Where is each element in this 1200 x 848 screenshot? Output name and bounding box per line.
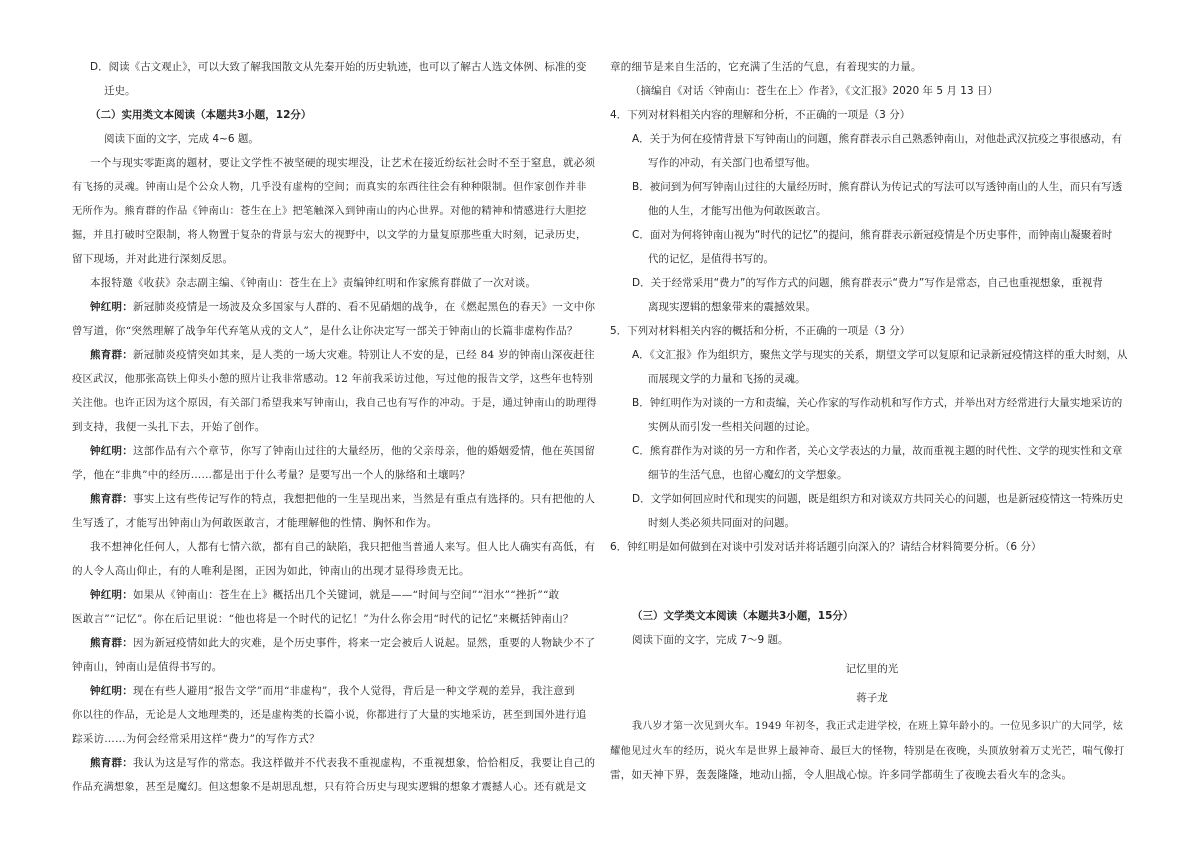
intro-line-1: 一个与现实零距离的题材，要让文学性不被坚硬的现实埋没，让艺术在接近纷纭社会时不至于窒息，就必须 [90, 157, 596, 169]
question-4-stem: 4．下列对材料相关内容的理解和分析，不正确的一项是（3 分） [610, 109, 911, 121]
dialogue-2-line-3: 关注他。也许正因为这个原因，有关部门希望我来写钟南山，我自己也有写作的冲动。于是，通过钟南山的助理得 [72, 397, 598, 409]
option-d-line-2: 迁史。 [104, 85, 136, 97]
option-d-line-1: D．阅读《古文观止》，可以大致了解我国散文从先秦开始的历史轨迹，也可以了解古人选文体例、标准的变 [90, 61, 587, 73]
question-5-option-b-line-1: B．钟红明作为对谈的一方和责编，关心作家的写作动机和写作方式，并举出对方经常进行大量实地采访的 [632, 397, 1123, 409]
dialogue-5-line-1: 钟红明：如果从《钟南山：苍生在上》概括出几个关键词，就是——“时间与空间”“泪水”“挫折”“敢 [90, 589, 560, 601]
question-4-option-a-line-1: A．关于为何在疫情背景下写钟南山的问题，熊育群表示自己熟悉钟南山，对他赴武汉抗疫之事很感动，有 [632, 133, 1123, 145]
speaker-zhong: 钟红明： [90, 589, 133, 601]
dialogue-8-continuation: 章的细节是来自生活的，它充满了生活的气息，有着现实的力量。 [610, 61, 922, 73]
source-citation: （摘编自《对话〈钟南山：苍生在上〉作者》，《文汇报》2020 年 5 月 13 日） [630, 85, 998, 97]
dialogue-6-line-1: 熊育群：因为新冠疫情如此大的灾难，是个历史事件，将来一定会被后人说起。显然，重要的人物缺少不了 [90, 637, 596, 649]
section-2-instruction: 阅读下面的文字，完成 4~6 题。 [104, 133, 259, 145]
dialogue-7-line-2: 你以往的作品，无论是人文地理类的，还是虚构类的长篇小说，你都进行了大量的实地采访，甚至到国外进行追 [72, 709, 587, 721]
intro-line-4: 掘，并且打破时空限制，将人物置于复杂的背景与宏大的视野中，以文学的力量复原那些重大时刻，记录历史， [72, 229, 587, 241]
speaker-zhong: 钟红明： [90, 301, 133, 313]
intro-line-3: 无所作为。熊育群的作品《钟南山：苍生在上》把笔触深入到钟南山的内心世界。对他的精神和情感进行大胆挖 [72, 205, 587, 217]
dialogue-4-line-2: 生写透了，才能写出钟南山为何敢医敢言，才能理解他的性情、胸怀和作为。 [72, 517, 438, 529]
question-4-option-c-line-2: 代的记忆，是值得书写的。 [648, 253, 774, 265]
dialogue-1-line-2: 曾写道，你“突然理解了战争年代弃笔从戎的文人”，是什么让你决定写一部关于钟南山的长篇非虚构作品？ [72, 325, 578, 337]
story-author: 蒋子龙 [856, 692, 888, 704]
question-4-option-d-line-2: 离现实逻辑的想象带来的震撼效果。 [648, 301, 816, 313]
question-4-option-b-line-1: B．被问到为何写钟南山过往的大量经历时，熊育群认为传记式的写法可以写透钟南山的人生，而只有写透 [632, 181, 1123, 193]
question-4-option-b-line-2: 他的人生，才能写出他为何敢医敢言。 [648, 205, 827, 217]
question-5-option-c-line-2: 细节的生活气息，也留心魔幻的文学想象。 [648, 469, 848, 481]
intro-line-2: 有飞扬的灵魂。钟南山是个公众人物，几乎没有虚构的空间；而真实的东西往往会有种种限制。但作家创作并非 [72, 181, 587, 193]
speaker-xiong: 熊育群： [90, 349, 133, 361]
question-5-option-a-line-1: A．《文汇报》作为组织方，聚焦文学与现实的关系，期望文学可以复原和记录新冠疫情这样的重大时刻，从 [632, 349, 1128, 361]
dialogue-2-line-4: 到支持，我便一头扎下去，开始了创作。 [72, 421, 266, 433]
dialogue-7-line-1: 钟红明：现在有些人避用“报告文学”而用“非虚构”，我个人觉得，背后是一种文学观的差异，我注意到 [90, 685, 575, 697]
question-5-stem: 5．下列对材料相关内容的概括和分析，不正确的一项是（3 分） [610, 325, 911, 337]
story-line-1: 我八岁才第一次见到火车。1949 年初冬，我正式走进学校，在班上算年龄小的。一位见多识广的大同学，炫 [632, 721, 1124, 732]
speaker-xiong: 熊育群： [90, 757, 133, 769]
dialogue-2-line-2: 疫区武汉，他那张高铁上仰头小憩的照片让我非常感动。12 年前我采访过他，写过他的报告文学，这些年也特别 [72, 373, 594, 385]
dialogue-4-line-3: 我不想神化任何人，人都有七情六欲，都有自己的缺陷，我只把他当普通人来写。但人比人确实有高低，有 [90, 541, 596, 553]
speaker-xiong: 熊育群： [90, 637, 133, 649]
question-5-option-b-line-2: 实例从而引发一些相关问题的过论。 [648, 421, 816, 433]
story-line-3: 雷，如天神下界，轰轰隆隆，地动山摇，令人胆战心惊。许多同学都萌生了夜晚去看火车的念头。 [610, 769, 1073, 781]
dialogue-6-line-2: 钟南山，钟南山是值得书写的。 [72, 661, 223, 673]
speaker-zhong: 钟红明： [90, 445, 133, 457]
dialogue-8-line-2: 作品充满想象，甚至是魔幻。但这想象不是胡思乱想，只有符合历史与现实逻辑的想象才震撼人心。还有就是文 [72, 781, 587, 793]
intro-line-5: 留下现场，并对此进行深刻反思。 [72, 253, 234, 265]
question-5-option-c-line-1: C．熊育群作为对谈的另一方和作者，关心文学表达的力量，故而重视主题的时代性、文学的现实性和文章 [632, 445, 1123, 457]
question-4-option-a-line-2: 写作的冲动，有关部门也希望写他。 [648, 157, 816, 169]
dialogue-5-line-2: 医敢言”“记忆”。你在后记里说：“他也将是一个时代的记忆！”为什么你会用“时代的记忆”来概括钟南山？ [72, 613, 574, 625]
section-3-title: （三）文学类文本阅读（本题共3小题，15分） [632, 610, 854, 622]
dialogue-4-line-1: 熊育群：事实上这有些传记写作的特点，我想把他的一生呈现出来，当然是有重点有选择的。只有把他的人 [90, 493, 596, 505]
dialogue-8-line-1: 熊育群：我认为这是写作的常态。我这样做并不代表我不重视虚构，不重视想象，恰恰相反，我要让自己的 [90, 757, 596, 769]
question-6: 6．钟红明是如何做到在对谈中引发对话并将话题引向深入的？请结合材料简要分析。（6 分） [610, 541, 1042, 553]
dialogue-4-line-4: 的人令人高山仰止，有的人唯利是图，正因为如此，钟南山的出现才显得珍贵无比。 [72, 565, 470, 577]
story-line-2: 耀他见过火车的经历，说火车是世界上最神奇、最巨大的怪物，特别是在夜晚，头顶放射着万丈光芒，喘气像打 [610, 745, 1125, 757]
dialogue-3-line-1: 钟红明：这部作品有六个章节，你写了钟南山过往的大量经历，他的父亲母亲，他的婚姻爱情，他在英国留 [90, 445, 596, 457]
dialogue-2-line-1: 熊育群：新冠肺炎疫情突如其来，是人类的一场大灾难。特别让人不安的是，已经 84 岁的钟南山深夜赶往 [90, 349, 595, 361]
question-5-option-d-line-2: 时刻人类必须共同面对的问题。 [648, 517, 795, 529]
dialogue-3-line-2: 学，他在“非典”中的经历……都是出于什么考量？是要写出一个人的脉络和土壤吗？ [72, 469, 471, 481]
speaker-zhong: 钟红明： [90, 685, 133, 697]
dialogue-7-line-3: 踪采访……为何会经常采用这样“费力”的写作方式？ [72, 733, 320, 745]
question-4-option-d-line-1: D．关于经常采用“费力”的写作方式的问题，熊育群表示“费力”写作是常态，自己也重视想象，重视背 [632, 277, 1103, 289]
question-5-option-a-line-2: 而展现文学的力量和飞扬的灵魂。 [648, 373, 806, 385]
speaker-xiong: 熊育群： [90, 493, 133, 505]
section-3-instruction: 阅读下面的文字，完成 7～9 题。 [632, 634, 789, 646]
dialogue-1-line-1: 钟红明：新冠肺炎疫情是一场波及众多国家与人群的、看不见硝烟的战争，在《燃起黑色的春天》一文中你 [90, 301, 596, 313]
question-5-option-d-line-1: D．文学如何回应时代和现实的问题，既是组织方和对谈双方共同关心的问题，也是新冠疫情这一特殊历史 [632, 493, 1124, 505]
section-2-title: （二）实用类文本阅读（本题共3小题，12分） [90, 109, 312, 121]
intro-line-6: 本报特邀《收获》杂志副主编、《钟南山：苍生在上》责编钟红明和作家熊育群做了一次对谈。 [90, 277, 537, 289]
story-title: 记忆里的光 [845, 663, 899, 675]
question-4-option-c-line-1: C．面对为何将钟南山视为“时代的记忆”的提问，熊育群表示新冠疫情是个历史事件，而钟南山凝聚着时 [632, 229, 1113, 241]
